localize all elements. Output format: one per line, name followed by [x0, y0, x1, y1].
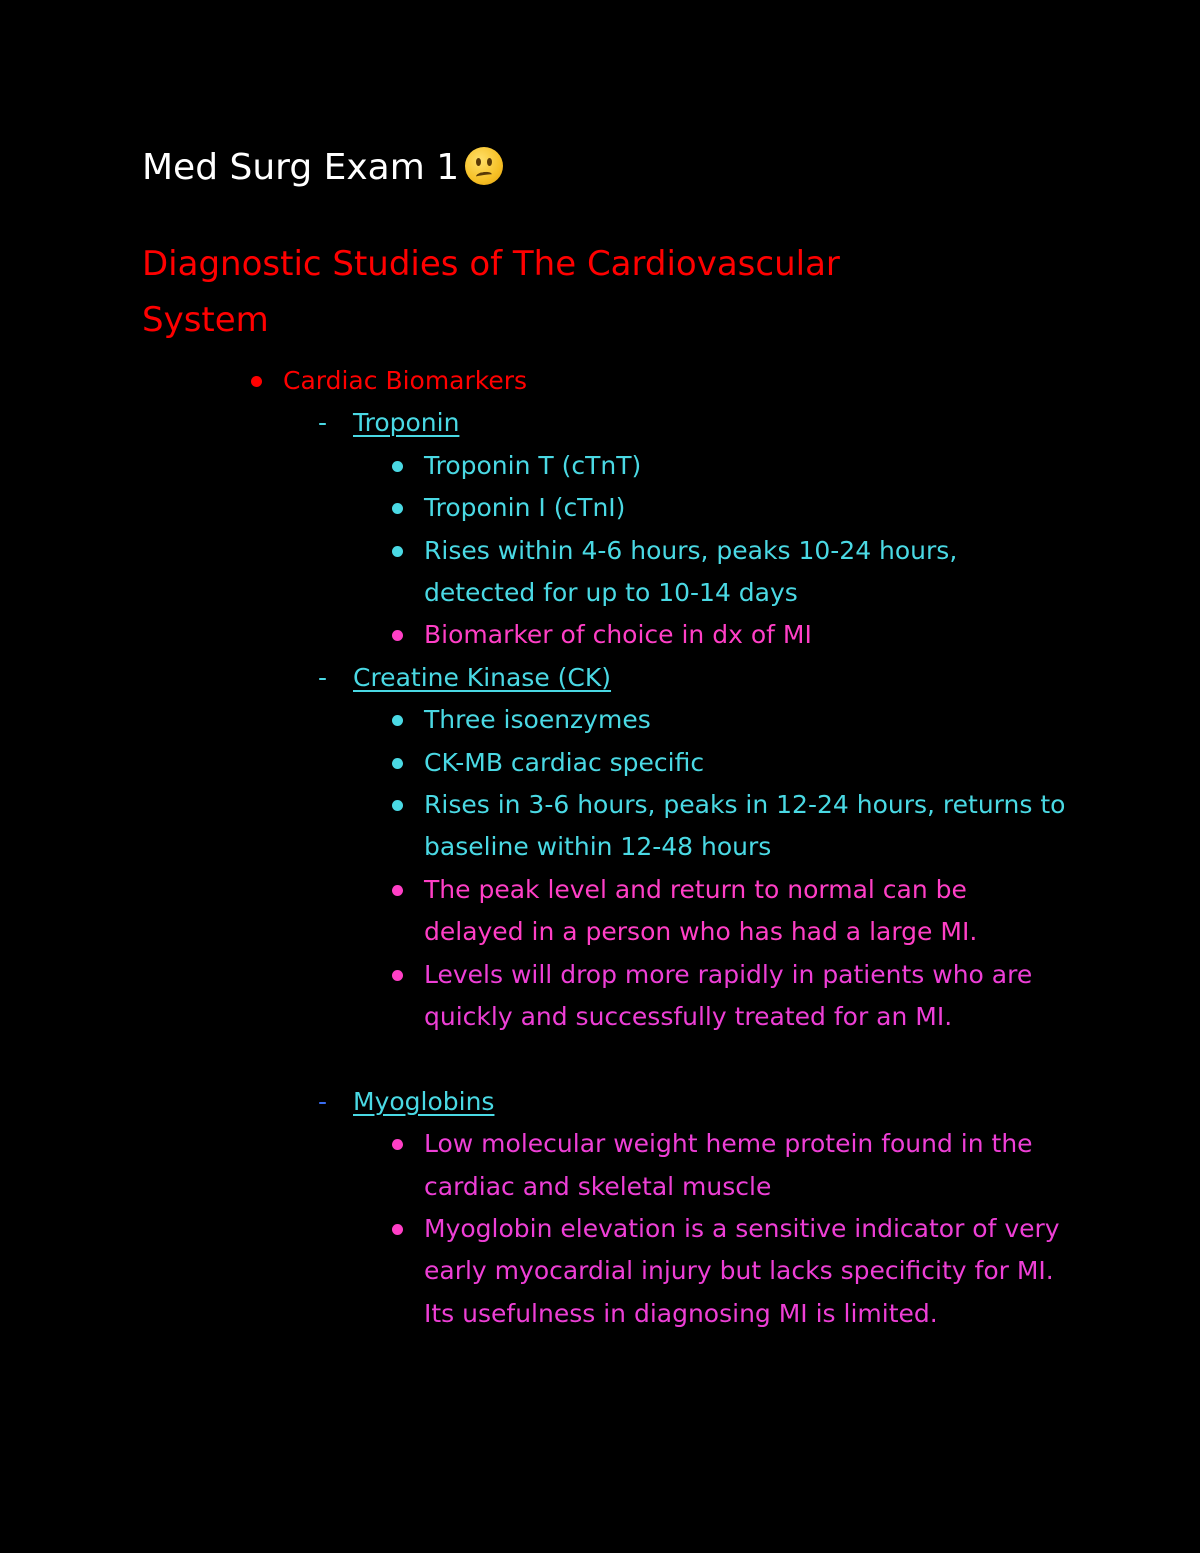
emoji-eye	[487, 158, 492, 166]
bullet-icon	[392, 546, 403, 557]
bullet-icon	[392, 1224, 403, 1235]
bullet-icon	[392, 800, 403, 811]
section-heading: Diagnostic Studies of The Cardiovascular System	[142, 244, 840, 340]
dash-marker: -	[318, 1086, 328, 1116]
bullet-icon	[392, 970, 403, 981]
subsection-label: Troponin	[353, 408, 460, 438]
list-item	[0, 869, 1200, 954]
list-item	[0, 487, 1200, 529]
list-item-text: Low molecular weight heme protein found in the cardiac and skeletal muscle	[424, 1129, 1033, 1201]
page-title-text: Med Surg Exam 1	[142, 147, 460, 188]
list-item-label: Cardiac Biomarkers	[283, 366, 528, 395]
bullet-icon	[392, 503, 403, 514]
bullet-icon	[392, 461, 403, 472]
emoji-eye	[476, 158, 481, 166]
list-item	[0, 742, 1200, 784]
list-item-cardiac-biomarkers	[0, 360, 1200, 402]
list-item	[0, 784, 1200, 869]
slightly-frowning-face-icon	[465, 147, 503, 185]
list-item-text: Rises within 4-6 hours, peaks 10-24 hours, detected for up to 10-14 days	[424, 535, 958, 607]
subsection-troponin	[0, 402, 1200, 444]
list-item-text: Myoglobin elevation is a sensitive indicator of very early myocardial injury but lacks specificity for MI. Its usefulness in diagnosing MI is limited.	[424, 1213, 1060, 1328]
list-item-text: CK-MB cardiac specific	[424, 747, 705, 777]
list-item-text: Biomarker of choice in dx of MI	[424, 620, 812, 650]
list-item	[0, 530, 1200, 615]
bullet-icon	[392, 715, 403, 726]
bullet-icon	[251, 376, 262, 387]
list-item	[0, 614, 1200, 656]
bullet-icon	[392, 885, 403, 896]
subsection-label: Creatine Kinase (CK)	[353, 662, 612, 692]
list-item-text: The peak level and return to normal can be delayed in a person who has had a large MI.	[424, 874, 978, 947]
bullet-icon	[392, 758, 403, 769]
list-item-text: Rises in 3-6 hours, peaks in 12-24 hours, returns to baseline within 12-48 hours	[424, 789, 1066, 862]
subsection-creatine-kinase	[0, 657, 1200, 699]
notes-outline	[0, 360, 1200, 1377]
emoji-mouth	[476, 171, 493, 180]
dash-marker: -	[318, 662, 328, 692]
subsection-label: Myoglobins	[353, 1086, 495, 1116]
list-item	[0, 1123, 1200, 1208]
list-item	[0, 1208, 1200, 1378]
bullet-icon	[392, 630, 403, 641]
list-item	[0, 699, 1200, 741]
list-item	[0, 954, 1200, 1081]
dash-marker: -	[318, 408, 328, 438]
bullet-icon	[392, 1139, 403, 1150]
page-title	[142, 140, 503, 196]
list-item-text: Troponin T (cTnT)	[424, 450, 642, 480]
subsection-myoglobins	[0, 1081, 1200, 1123]
list-item-text: Troponin I (cTnI)	[424, 493, 626, 523]
list-item-text: Three isoenzymes	[424, 705, 651, 735]
list-item	[0, 445, 1200, 487]
list-item-text: Levels will drop more rapidly in patients who are quickly and successfully treated for an MI.	[424, 959, 1033, 1031]
